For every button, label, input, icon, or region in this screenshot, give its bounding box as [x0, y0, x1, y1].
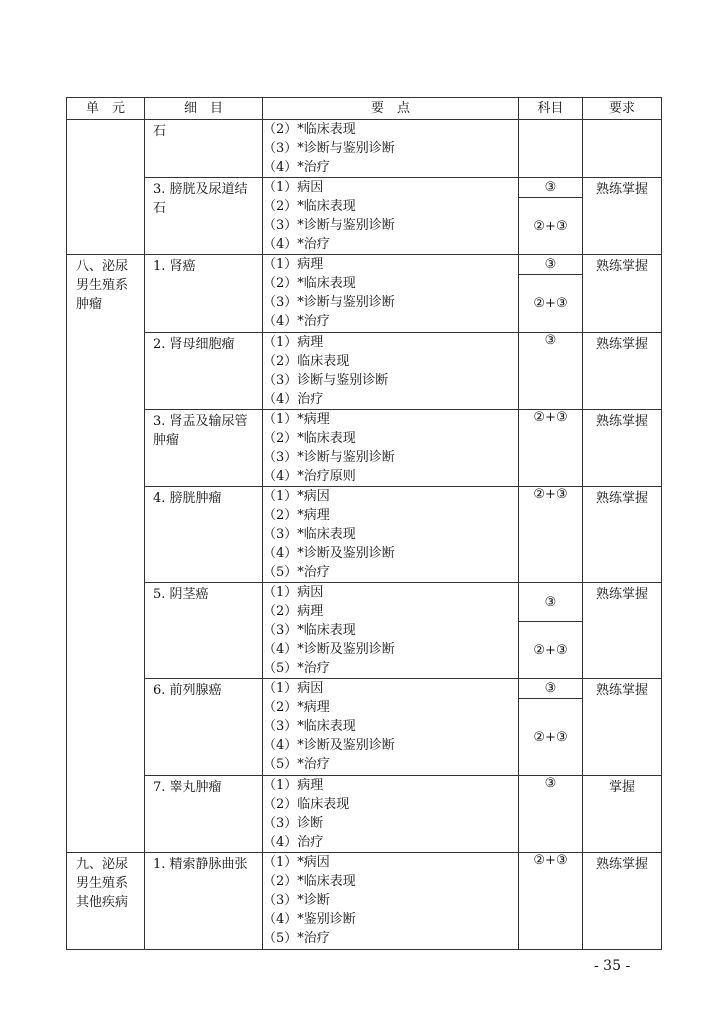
requirement-cell: 熟练掌握 [583, 679, 662, 776]
unit-cell-tumor: 八、泌尿 男生殖系 肿瘤 [67, 255, 145, 853]
point-item: （4）*诊断及鉴别诊断 [263, 738, 395, 753]
requirement-cell: 熟练掌握 [583, 410, 662, 487]
table-row [67, 853, 662, 950]
requirement-cell: 熟练掌握 [583, 178, 662, 255]
points-cell [263, 120, 519, 178]
subject-cell [519, 120, 583, 178]
header-detail: 细 目 [145, 98, 263, 120]
syllabus-table [66, 97, 662, 950]
point-item: （1）*病因 [263, 855, 330, 870]
requirement-cell: 熟练掌握 [583, 583, 662, 679]
point-item: （2）*临床表现 [263, 874, 356, 889]
points-cell [263, 583, 519, 679]
subject-top: ③ [519, 679, 582, 699]
subject-bottom: ②+③ [533, 218, 568, 234]
requirement-cell: 熟练掌握 [583, 487, 662, 583]
point-item: （1）病理 [263, 778, 324, 793]
point-item: （1）病理 [263, 335, 324, 350]
point-item: （1）病理 [263, 257, 324, 272]
header-unit: 单 元 [67, 98, 145, 120]
point-item: （4）*治疗原则 [263, 469, 356, 484]
subject-bottom: ②+③ [533, 729, 568, 745]
point-item: （1）病因 [263, 585, 324, 600]
table-row [67, 255, 662, 333]
point-item: （3）*临床表现 [263, 719, 356, 734]
point-item: （4）*诊断及鉴别诊断 [263, 546, 395, 561]
table-row [67, 410, 662, 487]
point-item: （1）病因 [263, 681, 324, 696]
point-item: （3）*诊断与鉴别诊断 [263, 218, 395, 233]
subject-cell: ③ [519, 333, 583, 410]
point-item: （4）*治疗 [263, 314, 330, 329]
points-cell [263, 410, 519, 487]
requirement-cell: 熟练掌握 [583, 853, 662, 950]
point-item: （2）*病理 [263, 508, 330, 523]
requirement-cell: 熟练掌握 [583, 333, 662, 410]
requirement-cell: 熟练掌握 [583, 255, 662, 333]
detail-cell: 7. 睾丸肿瘤 [145, 776, 263, 853]
point-item: （2）*临床表现 [263, 199, 356, 214]
point-item: （3）诊断 [263, 816, 324, 831]
points-cell [263, 487, 519, 583]
points-cell [263, 776, 519, 853]
point-item: （3）*诊断与鉴别诊断 [263, 295, 395, 310]
points-cell [263, 853, 519, 950]
point-item: （3）*诊断 [263, 893, 330, 908]
table-row [67, 679, 662, 776]
table-row [67, 120, 662, 178]
detail-cell: 1. 肾癌 [145, 255, 263, 333]
subject-top: ③ [519, 178, 582, 198]
header-row [67, 98, 662, 120]
point-item: （4）*诊断及鉴别诊断 [263, 642, 395, 657]
subject-cell [519, 255, 583, 333]
subject-top: ③ [519, 255, 582, 275]
table-row [67, 776, 662, 853]
point-item: （2）病理 [263, 604, 324, 619]
detail-cell: 2. 肾母细胞瘤 [145, 333, 263, 410]
subject-cell: ②+③ [519, 853, 583, 950]
point-item: （2）*临床表现 [263, 122, 356, 137]
detail-cell: 3. 肾盂及输尿管 肿瘤 [145, 410, 263, 487]
detail-cell: 6. 前列腺癌 [145, 679, 263, 776]
point-item: （2）*临床表现 [263, 431, 356, 446]
subject-top: ③ [519, 583, 582, 622]
point-item: （3）*临床表现 [263, 527, 356, 542]
unit-cell-other: 九、泌尿 男生殖系 其他疾病 [67, 853, 145, 950]
detail-cell: 3. 膀胱及尿道结 石 [145, 178, 263, 255]
point-item: （1）*病因 [263, 489, 330, 504]
table-row [67, 487, 662, 583]
point-item: （2）*病理 [263, 700, 330, 715]
point-item: （1）病因 [263, 180, 324, 195]
point-item: （2）临床表现 [263, 354, 350, 369]
subject-cell: ②+③ [519, 487, 583, 583]
point-item: （2）*临床表现 [263, 276, 356, 291]
points-cell [263, 178, 519, 255]
detail-cell: 1. 精索静脉曲张 [145, 853, 263, 950]
point-item: （4）*治疗 [263, 160, 330, 175]
point-item: （3）诊断与鉴别诊断 [263, 373, 389, 388]
subject-cell: ②+③ [519, 410, 583, 487]
point-item: （4）*治疗 [263, 237, 330, 252]
table-row [67, 178, 662, 255]
points-cell [263, 255, 519, 333]
point-item: （5）*治疗 [263, 931, 330, 946]
points-cell [263, 333, 519, 410]
point-item: （4）*鉴别诊断 [263, 912, 356, 927]
point-item: （5）*治疗 [263, 565, 330, 580]
table-row [67, 583, 662, 679]
points-cell [263, 679, 519, 776]
unit-cell-continued [67, 120, 145, 255]
point-item: （1）*病理 [263, 412, 330, 427]
page-number: - 35 - [594, 958, 631, 974]
point-item: （4）治疗 [263, 835, 324, 850]
point-item: （3）*临床表现 [263, 623, 356, 638]
subject-bottom: ②+③ [533, 642, 568, 658]
point-item: （4）治疗 [263, 392, 324, 407]
table-row [67, 333, 662, 410]
header-requirement: 要求 [583, 98, 662, 120]
subject-cell [519, 178, 583, 255]
requirement-cell: 掌握 [583, 776, 662, 853]
header-points: 要 点 [263, 98, 519, 120]
point-item: （5）*治疗 [263, 661, 330, 676]
header-subject: 科目 [519, 98, 583, 120]
subject-bottom: ②+③ [533, 296, 568, 311]
requirement-cell [583, 120, 662, 178]
point-item: （3）*诊断与鉴别诊断 [263, 141, 395, 156]
subject-cell [519, 583, 583, 679]
detail-cell: 石 [145, 120, 263, 178]
detail-cell: 5. 阴茎癌 [145, 583, 263, 679]
point-item: （5）*治疗 [263, 757, 330, 772]
subject-cell [519, 679, 583, 776]
point-item: （3）*诊断与鉴别诊断 [263, 450, 395, 465]
subject-cell: ③ [519, 776, 583, 853]
detail-cell: 4. 膀胱肿瘤 [145, 487, 263, 583]
point-item: （2）临床表现 [263, 797, 350, 812]
